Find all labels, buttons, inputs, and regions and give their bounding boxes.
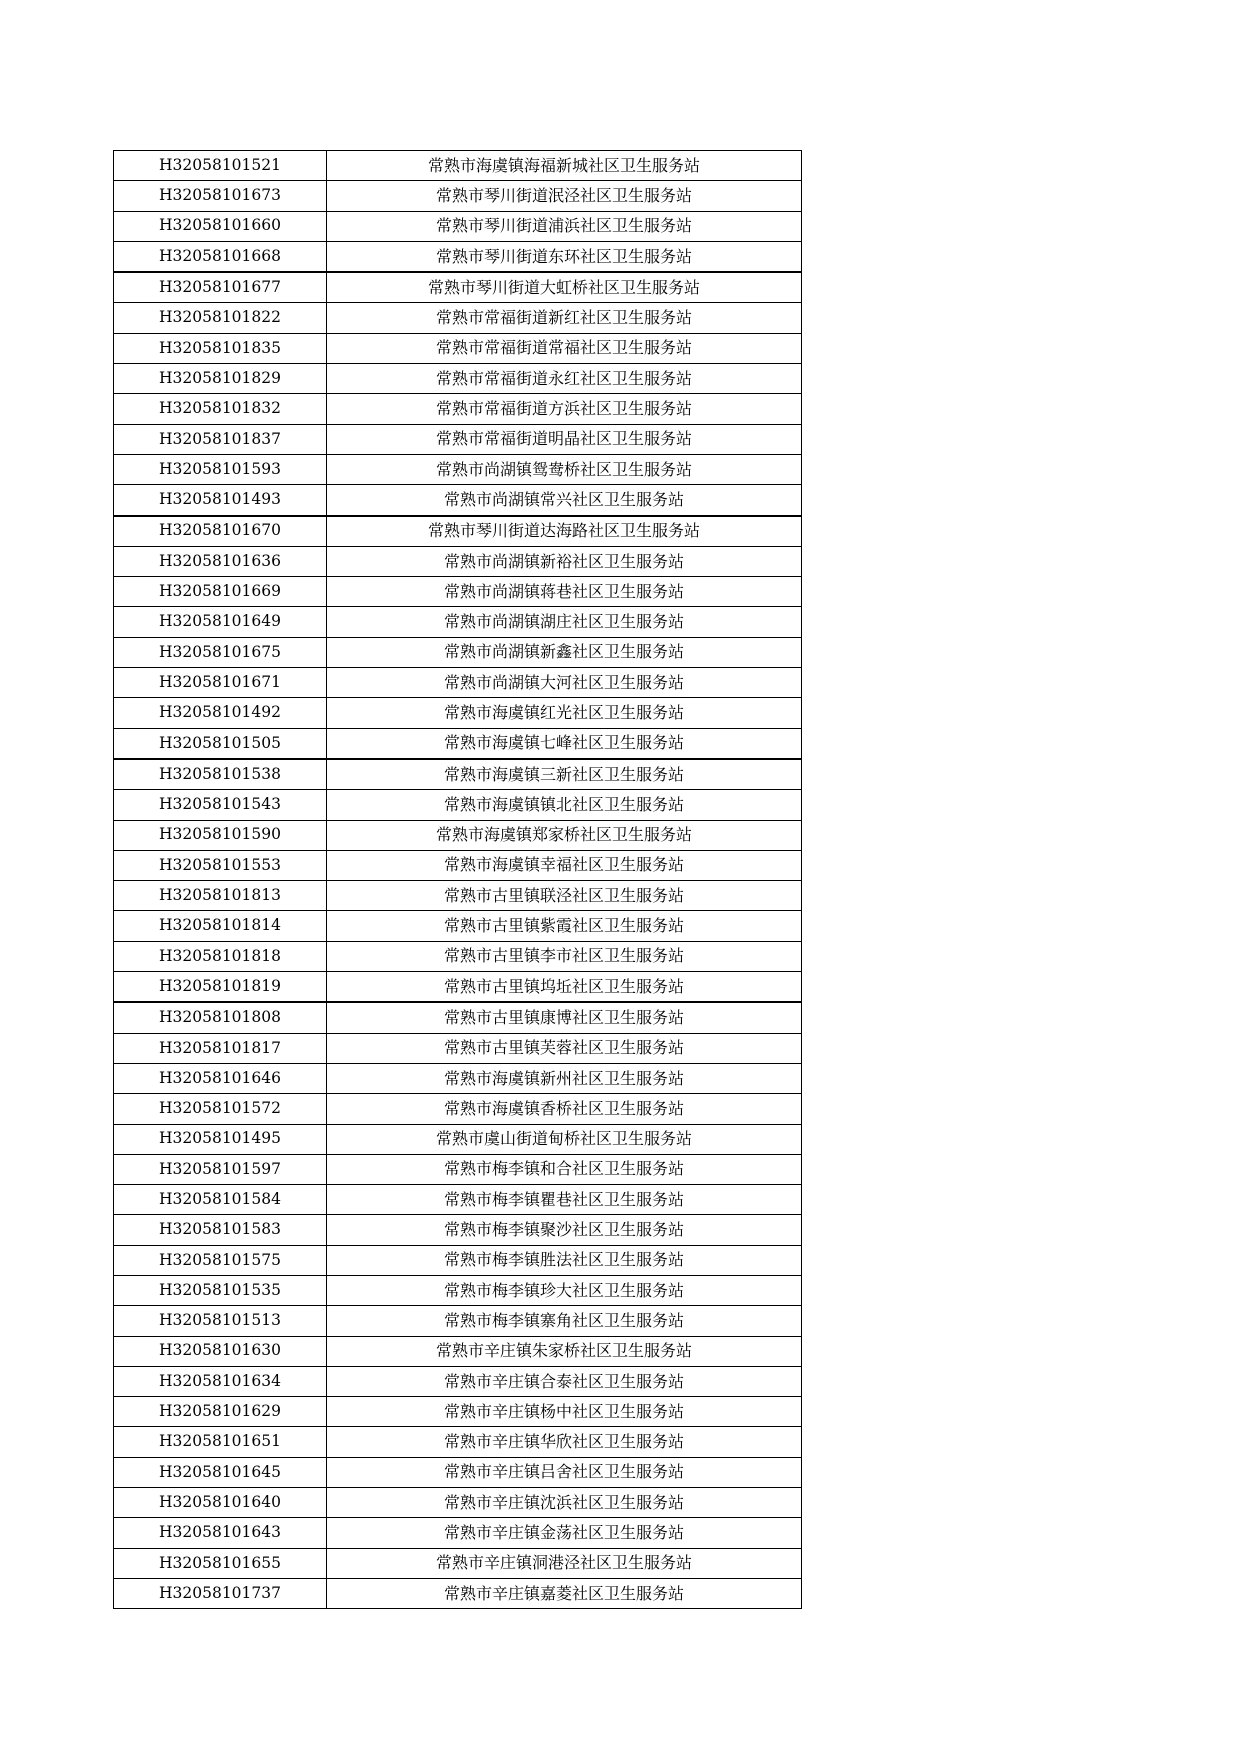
table-row <box>114 1215 802 1245</box>
facility-code-cell: H32058101817 <box>114 1033 327 1063</box>
table-row <box>114 698 802 728</box>
facility-name-cell: 常熟市尚湖镇新鑫社区卫生服务站 <box>327 637 802 667</box>
table-row <box>114 941 802 971</box>
table-row <box>114 577 802 607</box>
facility-name-cell: 常熟市辛庄镇沈浜社区卫生服务站 <box>327 1488 802 1518</box>
table-row <box>114 1306 802 1336</box>
facility-name-cell: 常熟市辛庄镇朱家桥社区卫生服务站 <box>327 1336 802 1366</box>
facility-name-cell: 常熟市古里镇联泾社区卫生服务站 <box>327 881 802 911</box>
facility-name-cell: 常熟市古里镇坞坵社区卫生服务站 <box>327 972 802 1003</box>
facility-name-cell: 常熟市尚湖镇蒋巷社区卫生服务站 <box>327 577 802 607</box>
facility-name-cell: 常熟市梅李镇胜法社区卫生服务站 <box>327 1245 802 1275</box>
facility-code-cell: H32058101590 <box>114 820 327 850</box>
facility-code-cell: H32058101818 <box>114 941 327 971</box>
facility-name-cell: 常熟市海虞镇郑家桥社区卫生服务站 <box>327 820 802 850</box>
facility-code-cell: H32058101513 <box>114 1306 327 1336</box>
facility-name-cell: 常熟市辛庄镇洞港泾社区卫生服务站 <box>327 1548 802 1578</box>
facility-code-cell: H32058101655 <box>114 1548 327 1578</box>
facility-code-cell: H32058101597 <box>114 1154 327 1184</box>
table-row <box>114 1245 802 1275</box>
facility-name-cell: 常熟市梅李镇聚沙社区卫生服务站 <box>327 1215 802 1245</box>
facility-code-cell: H32058101583 <box>114 1215 327 1245</box>
facility-name-cell: 常熟市辛庄镇合泰社区卫生服务站 <box>327 1366 802 1396</box>
table-row <box>114 820 802 850</box>
table-row <box>114 181 802 211</box>
facility-name-cell: 常熟市琴川街道东环社区卫生服务站 <box>327 241 802 272</box>
table-row <box>114 546 802 576</box>
facility-name-cell: 常熟市海虞镇三新社区卫生服务站 <box>327 759 802 790</box>
facility-code-cell: H32058101837 <box>114 424 327 454</box>
facility-code-cell: H32058101492 <box>114 698 327 728</box>
facility-code-cell: H32058101835 <box>114 333 327 363</box>
table-row <box>114 364 802 394</box>
facility-name-cell: 常熟市梅李镇珍大社区卫生服务站 <box>327 1275 802 1305</box>
facility-code-cell: H32058101505 <box>114 728 327 759</box>
table-row <box>114 333 802 363</box>
facility-code-cell: H32058101584 <box>114 1185 327 1215</box>
facility-code-cell: H32058101493 <box>114 485 327 516</box>
table-row <box>114 424 802 454</box>
table-row <box>114 1427 802 1457</box>
table-row <box>114 485 802 516</box>
facility-code-cell: H32058101670 <box>114 516 327 547</box>
table-row <box>114 303 802 333</box>
facility-name-cell: 常熟市琴川街道达海路社区卫生服务站 <box>327 516 802 547</box>
table-row <box>114 1397 802 1427</box>
facility-name-cell: 常熟市梅李镇和合社区卫生服务站 <box>327 1154 802 1184</box>
facility-code-cell: H32058101643 <box>114 1518 327 1548</box>
facility-name-cell: 常熟市辛庄镇杨中社区卫生服务站 <box>327 1397 802 1427</box>
facility-name-cell: 常熟市海虞镇香桥社区卫生服务站 <box>327 1094 802 1124</box>
facility-code-cell: H32058101808 <box>114 1002 327 1033</box>
facility-name-cell: 常熟市梅李镇寨角社区卫生服务站 <box>327 1306 802 1336</box>
facility-code-cell: H32058101814 <box>114 911 327 941</box>
facility-name-cell: 常熟市常福街道方浜社区卫生服务站 <box>327 394 802 424</box>
table-row <box>114 1336 802 1366</box>
facility-code-cell: H32058101737 <box>114 1578 327 1608</box>
table-row <box>114 728 802 759</box>
facility-name-cell: 常熟市海虞镇海福新城社区卫生服务站 <box>327 151 802 181</box>
facility-name-cell: 常熟市常福街道新红社区卫生服务站 <box>327 303 802 333</box>
table-row <box>114 211 802 241</box>
table-row <box>114 1185 802 1215</box>
facility-table <box>113 150 802 1609</box>
table-row <box>114 607 802 637</box>
facility-name-cell: 常熟市古里镇芙蓉社区卫生服务站 <box>327 1033 802 1063</box>
facility-code-cell: H32058101634 <box>114 1366 327 1396</box>
facility-code-cell: H32058101675 <box>114 637 327 667</box>
facility-name-cell: 常熟市古里镇李市社区卫生服务站 <box>327 941 802 971</box>
facility-name-cell: 常熟市常福街道常福社区卫生服务站 <box>327 333 802 363</box>
facility-code-cell: H32058101630 <box>114 1336 327 1366</box>
table-row <box>114 454 802 484</box>
facility-name-cell: 常熟市海虞镇幸福社区卫生服务站 <box>327 850 802 880</box>
facility-name-cell: 常熟市尚湖镇常兴社区卫生服务站 <box>327 485 802 516</box>
table-row <box>114 1033 802 1063</box>
facility-name-cell: 常熟市辛庄镇金荡社区卫生服务站 <box>327 1518 802 1548</box>
table-row <box>114 151 802 181</box>
facility-code-cell: H32058101572 <box>114 1094 327 1124</box>
facility-code-cell: H32058101832 <box>114 394 327 424</box>
table-row <box>114 516 802 547</box>
table-row <box>114 911 802 941</box>
table-row <box>114 1488 802 1518</box>
facility-name-cell: 常熟市辛庄镇华欣社区卫生服务站 <box>327 1427 802 1457</box>
table-row <box>114 972 802 1003</box>
table-body <box>114 151 802 1609</box>
table-row <box>114 637 802 667</box>
facility-code-cell: H32058101535 <box>114 1275 327 1305</box>
facility-code-cell: H32058101660 <box>114 211 327 241</box>
table-row <box>114 1154 802 1184</box>
facility-name-cell: 常熟市常福街道明晶社区卫生服务站 <box>327 424 802 454</box>
facility-code-cell: H32058101651 <box>114 1427 327 1457</box>
facility-code-cell: H32058101646 <box>114 1063 327 1093</box>
facility-code-cell: H32058101575 <box>114 1245 327 1275</box>
facility-code-cell: H32058101629 <box>114 1397 327 1427</box>
facility-code-cell: H32058101813 <box>114 881 327 911</box>
table-row <box>114 1548 802 1578</box>
table-row <box>114 1366 802 1396</box>
facility-code-cell: H32058101822 <box>114 303 327 333</box>
facility-code-cell: H32058101819 <box>114 972 327 1003</box>
table-row <box>114 241 802 272</box>
facility-code-cell: H32058101538 <box>114 759 327 790</box>
facility-name-cell: 常熟市辛庄镇吕舍社区卫生服务站 <box>327 1457 802 1487</box>
facility-name-cell: 常熟市辛庄镇嘉菱社区卫生服务站 <box>327 1578 802 1608</box>
table-row <box>114 1578 802 1608</box>
facility-code-cell: H32058101671 <box>114 668 327 698</box>
table-row <box>114 1002 802 1033</box>
facility-name-cell: 常熟市尚湖镇大河社区卫生服务站 <box>327 668 802 698</box>
table-row <box>114 1457 802 1487</box>
facility-code-cell: H32058101677 <box>114 272 327 303</box>
facility-name-cell: 常熟市琴川街道大虹桥社区卫生服务站 <box>327 272 802 303</box>
facility-name-cell: 常熟市琴川街道浦浜社区卫生服务站 <box>327 211 802 241</box>
facility-code-cell: H32058101669 <box>114 577 327 607</box>
facility-code-cell: H32058101668 <box>114 241 327 272</box>
facility-name-cell: 常熟市常福街道永红社区卫生服务站 <box>327 364 802 394</box>
facility-name-cell: 常熟市古里镇康博社区卫生服务站 <box>327 1002 802 1033</box>
facility-code-cell: H32058101640 <box>114 1488 327 1518</box>
table-row <box>114 1063 802 1093</box>
facility-code-cell: H32058101649 <box>114 607 327 637</box>
facility-code-cell: H32058101593 <box>114 454 327 484</box>
facility-name-cell: 常熟市梅李镇瞿巷社区卫生服务站 <box>327 1185 802 1215</box>
table-row <box>114 790 802 820</box>
facility-name-cell: 常熟市尚湖镇湖庄社区卫生服务站 <box>327 607 802 637</box>
table-row <box>114 759 802 790</box>
facility-name-cell: 常熟市琴川街道泯泾社区卫生服务站 <box>327 181 802 211</box>
table-row <box>114 272 802 303</box>
table-row <box>114 668 802 698</box>
table-row <box>114 1124 802 1154</box>
facility-code-cell: H32058101829 <box>114 364 327 394</box>
facility-code-cell: H32058101636 <box>114 546 327 576</box>
table-row <box>114 1275 802 1305</box>
facility-name-cell: 常熟市海虞镇红光社区卫生服务站 <box>327 698 802 728</box>
facility-code-cell: H32058101645 <box>114 1457 327 1487</box>
facility-name-cell: 常熟市尚湖镇鸳鸯桥社区卫生服务站 <box>327 454 802 484</box>
facility-name-cell: 常熟市虞山街道甸桥社区卫生服务站 <box>327 1124 802 1154</box>
table-row <box>114 850 802 880</box>
facility-name-cell: 常熟市尚湖镇新裕社区卫生服务站 <box>327 546 802 576</box>
facility-name-cell: 常熟市海虞镇七峰社区卫生服务站 <box>327 728 802 759</box>
facility-code-cell: H32058101673 <box>114 181 327 211</box>
table-row <box>114 881 802 911</box>
facility-code-cell: H32058101543 <box>114 790 327 820</box>
facility-name-cell: 常熟市古里镇紫霞社区卫生服务站 <box>327 911 802 941</box>
facility-name-cell: 常熟市海虞镇新州社区卫生服务站 <box>327 1063 802 1093</box>
facility-code-cell: H32058101521 <box>114 151 327 181</box>
facility-code-cell: H32058101495 <box>114 1124 327 1154</box>
facility-name-cell: 常熟市海虞镇镇北社区卫生服务站 <box>327 790 802 820</box>
table-row <box>114 394 802 424</box>
table-row <box>114 1518 802 1548</box>
table-row <box>114 1094 802 1124</box>
facility-code-cell: H32058101553 <box>114 850 327 880</box>
